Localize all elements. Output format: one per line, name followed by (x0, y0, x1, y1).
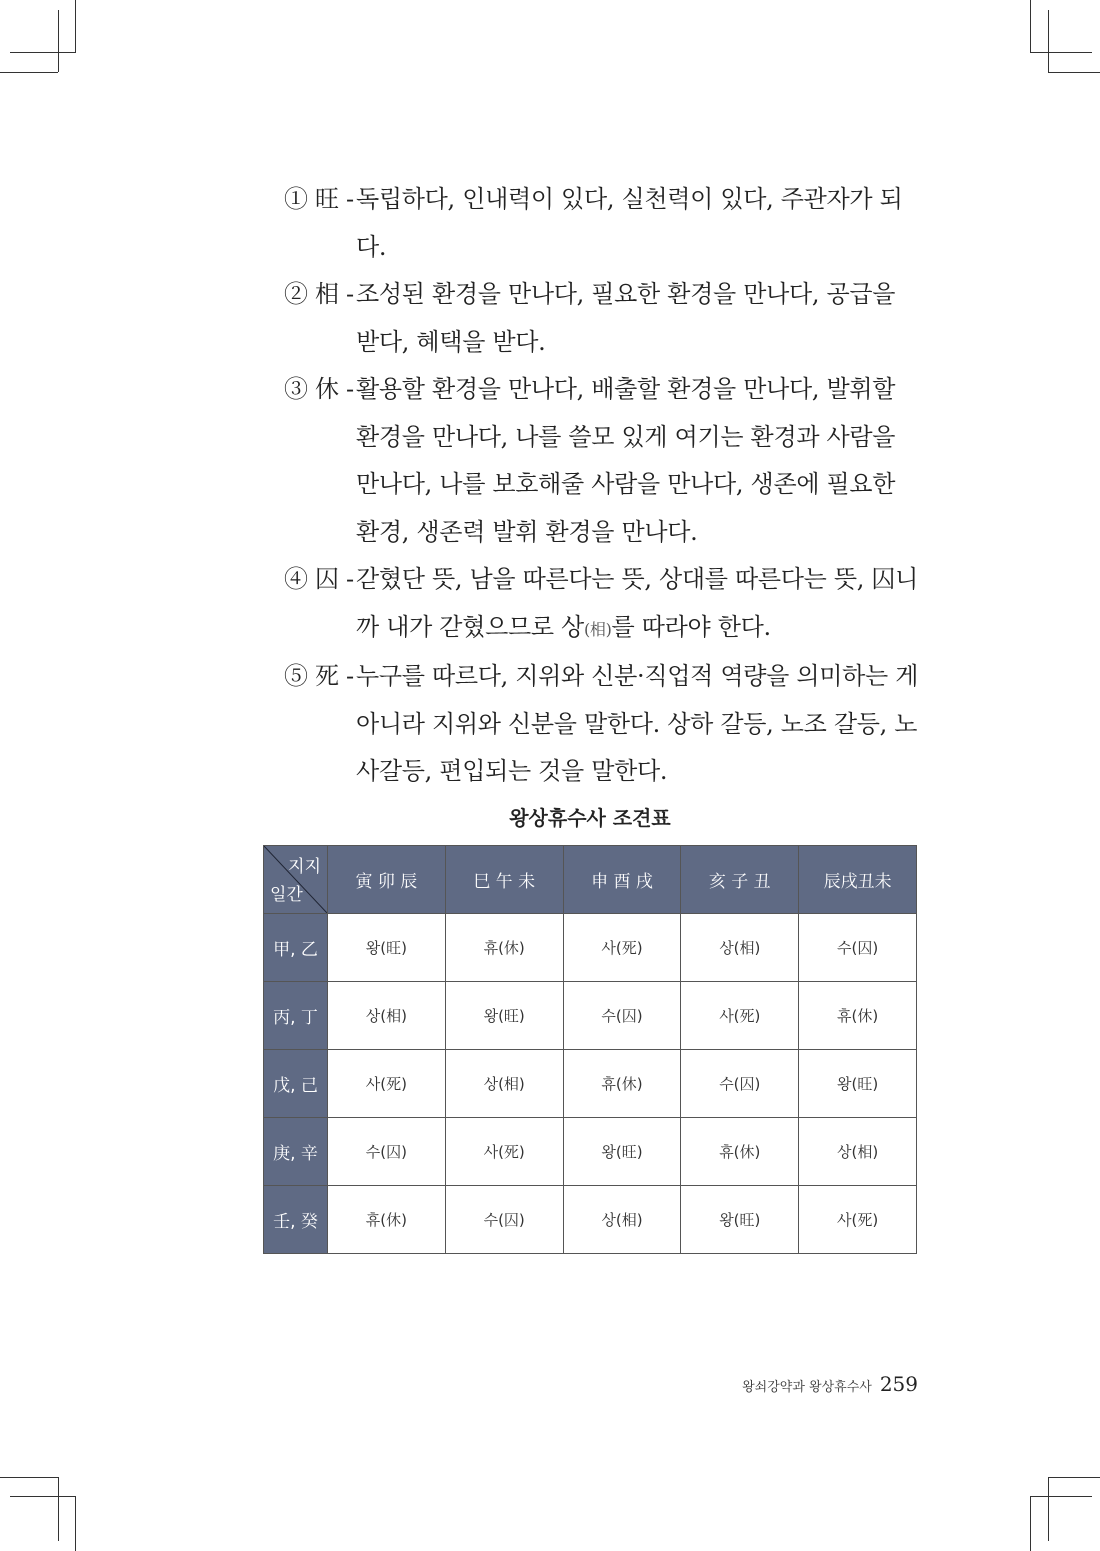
running-title: 왕쇠강약과 왕상휴수사 (742, 1380, 872, 1395)
table-cell: 왕(旺) (799, 1050, 917, 1118)
row-header: 戊, 己 (264, 1050, 328, 1118)
table-cell: 상(相) (563, 1186, 681, 1254)
table-row (264, 1050, 917, 1118)
item-key: ② 相 - (284, 280, 354, 308)
column-header: 寅 卯 辰 (328, 846, 446, 914)
row-header: 庚, 辛 (264, 1118, 328, 1186)
table-cell: 사(死) (445, 1118, 563, 1186)
corner-label-branch: 지지 (288, 857, 321, 877)
table-row (264, 914, 917, 982)
column-header: 辰戌丑未 (799, 846, 917, 914)
table-cell: 휴(休) (799, 982, 917, 1050)
item-text-hanja: (相) (583, 619, 612, 639)
corner-label-stem: 일간 (270, 885, 303, 905)
column-header: 巳 午 未 (445, 846, 563, 914)
table-cell: 수(囚) (563, 982, 681, 1050)
definition-list (284, 176, 924, 796)
table-cell: 휴(休) (681, 1118, 799, 1186)
definition-item (284, 653, 924, 796)
item-text (356, 556, 924, 653)
table-cell: 수(囚) (328, 1118, 446, 1186)
table-cell: 사(死) (681, 982, 799, 1050)
table-cell: 왕(旺) (563, 1118, 681, 1186)
table-cell: 왕(旺) (328, 914, 446, 982)
table-cell: 수(囚) (445, 1186, 563, 1254)
table-cell: 왕(旺) (681, 1186, 799, 1254)
table-cell: 수(囚) (681, 1050, 799, 1118)
table-cell: 휴(休) (563, 1050, 681, 1118)
table-cell: 사(死) (799, 1186, 917, 1254)
item-key: ③ 休 - (284, 375, 354, 403)
item-text-part: 갇혔단 뜻, 남을 따른다는 뜻, 상대를 따른다는 뜻, 囚니까 내가 갇혔으므로 상 (356, 565, 918, 641)
item-text: 활용할 환경을 만나다, 배출할 환경을 만나다, 발휘할 환경을 만나다, 나를 쓸모 있게 여기는 환경과 사람을 만나다, 나를 보호해줄 사람을 만나다, 생존에 필요한 환경, 생존력 발휘 환경을 만나다. (356, 375, 896, 546)
row-header: 壬, 癸 (264, 1186, 328, 1254)
definition-item (284, 176, 924, 271)
definition-item (284, 271, 924, 366)
page-number: 259 (879, 1372, 918, 1396)
table-row (264, 1186, 917, 1254)
column-header: 申 酉 戌 (563, 846, 681, 914)
item-key: ④ 囚 - (284, 565, 354, 593)
row-header: 甲, 乙 (264, 914, 328, 982)
page-footer (742, 1372, 918, 1396)
definition-item (284, 366, 924, 556)
table-cell: 휴(休) (328, 1186, 446, 1254)
item-key: ① 旺 - (284, 185, 354, 213)
table-header-row (264, 846, 917, 914)
table-cell: 수(囚) (799, 914, 917, 982)
table-cell: 상(相) (799, 1118, 917, 1186)
item-text: 누구를 따르다, 지위와 신분·직업적 역량을 의미하는 게 아니라 지위와 신분을 말한다. 상하 갈등, 노조 갈등, 노사갈등, 편입되는 것을 말한다. (356, 662, 919, 785)
table-cell: 휴(休) (445, 914, 563, 982)
item-text: 독립하다, 인내력이 있다, 실천력이 있다, 주관자가 되다. (356, 185, 903, 261)
table-cell: 상(相) (681, 914, 799, 982)
table-title: 왕상휴수사 조견표 (509, 806, 671, 830)
table-cell: 왕(旺) (445, 982, 563, 1050)
row-header: 丙, 丁 (264, 982, 328, 1050)
table-cell: 상(相) (445, 1050, 563, 1118)
item-key: ⑤ 死 - (284, 662, 354, 690)
lookup-table (263, 845, 917, 1254)
item-text-part: 를 따라야 한다. (611, 612, 771, 641)
table-corner-cell (264, 846, 328, 914)
item-text: 조성된 환경을 만나다, 필요한 환경을 만나다, 공급을 받다, 혜택을 받다. (356, 280, 896, 356)
table-cell: 사(死) (328, 1050, 446, 1118)
table-cell: 사(死) (563, 914, 681, 982)
table-cell: 상(相) (328, 982, 446, 1050)
column-header: 亥 子 丑 (681, 846, 799, 914)
table-row (264, 982, 917, 1050)
definition-item (284, 556, 924, 653)
table-row (264, 1118, 917, 1186)
